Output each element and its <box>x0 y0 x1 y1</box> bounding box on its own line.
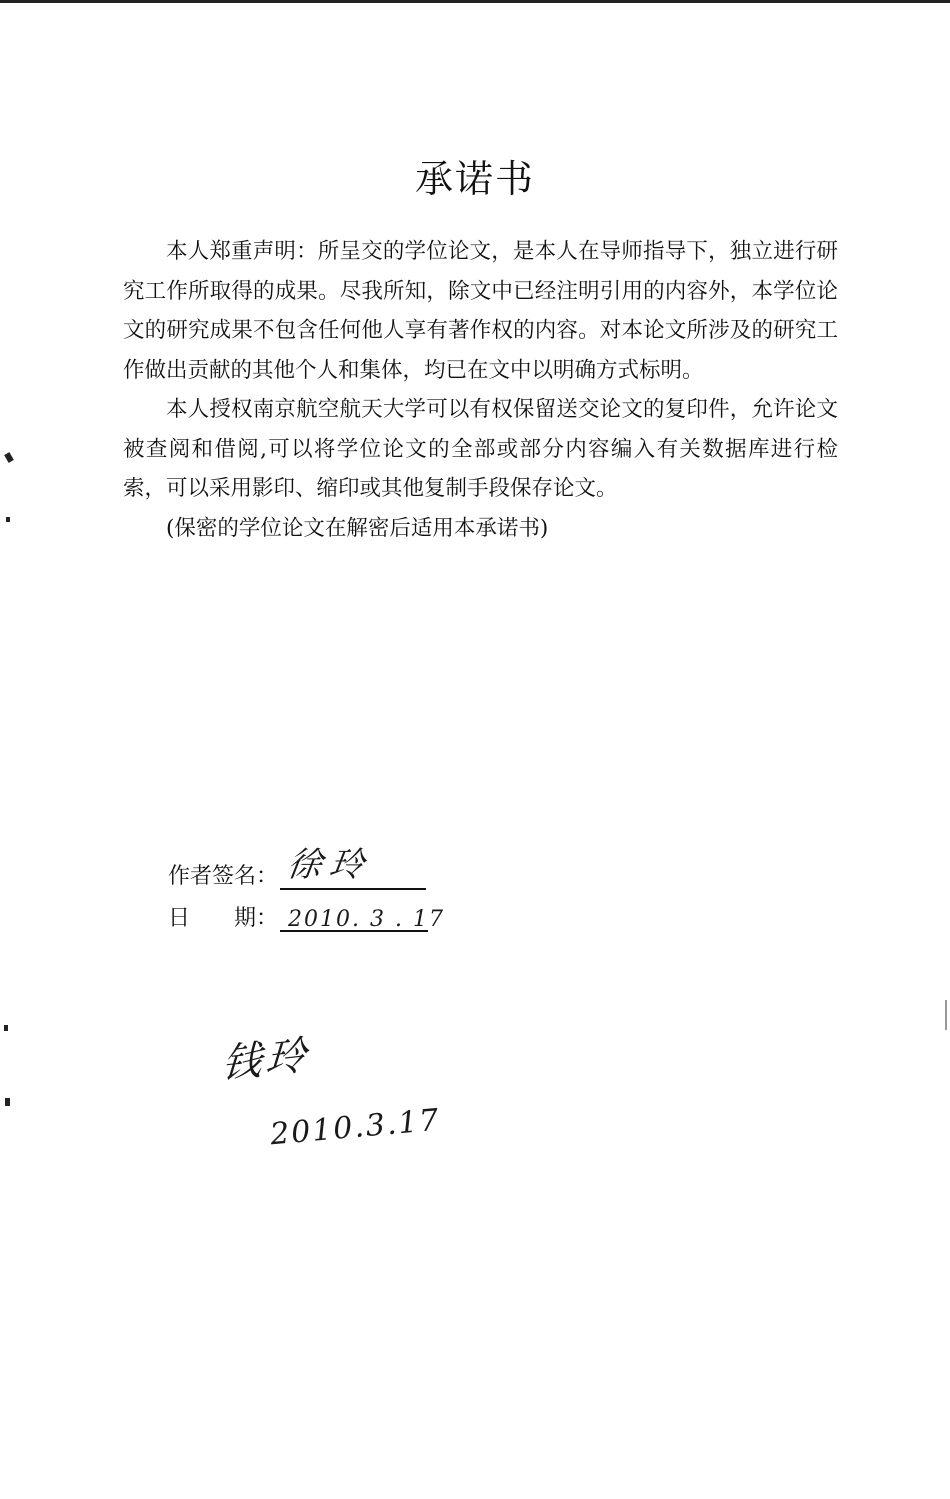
scan-mark <box>4 1025 8 1031</box>
scan-mark <box>4 452 14 463</box>
author-signature-handwriting: 徐玲 <box>284 845 375 885</box>
author-signature-label: 作者签名： <box>168 864 279 889</box>
date-label: 日 期： <box>168 906 279 931</box>
date-handwriting: 2010. 3 . 17 <box>288 907 445 932</box>
page-title: 承诺书 <box>414 157 535 201</box>
scan-mark <box>6 517 10 522</box>
supervisor-date-handwriting: 2010.3.17 <box>268 1102 442 1153</box>
declaration-paragraph: 本人郑重声明：所呈交的学位论文，是本人在导师指导下，独立进行研究工作所取得的成果。尽我所知，除文中已经注明引用的内容外，本学位论文的研究成果不包含任何他人享有著作权的内容。对本论文所涉及的研究工作做出贡献的其他个人和集体，均已在文中以明确方式标明。 <box>123 239 838 383</box>
authorization-paragraph: 本人授权南京航空航天大学可以有权保留送交论文的复印件，允许论文被查阅和借阅,可以将学位论文的全部或部分内容编入有关数据库进行检索，可以采用影印、缩印或其他复制手段保存论文。 <box>123 397 838 501</box>
scan-mark <box>5 1098 10 1106</box>
declaration-body <box>123 232 838 548</box>
date-row <box>168 890 445 932</box>
supervisor-signature-handwriting: 钱玲 <box>220 1032 312 1088</box>
author-signature-row <box>168 845 428 890</box>
date-line <box>280 900 445 932</box>
signature-block <box>168 845 445 932</box>
scan-mark <box>945 1000 947 1030</box>
author-signature-line <box>280 845 426 890</box>
confidential-note: (保密的学位论文在解密后适用本承诺书) <box>166 515 549 541</box>
top-rule <box>0 0 950 3</box>
